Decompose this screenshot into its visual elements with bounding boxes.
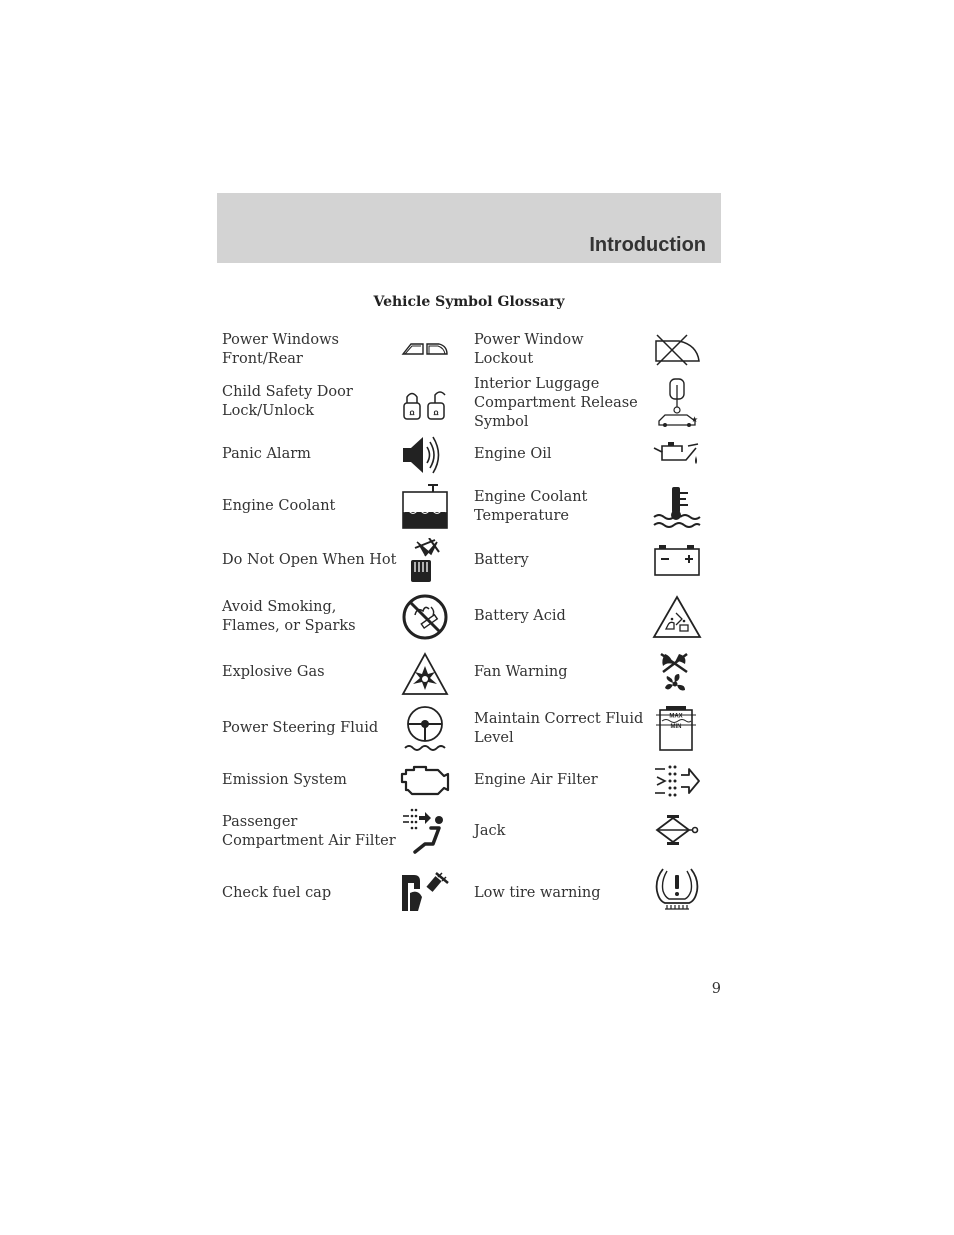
symbol-label: Explosive Gas bbox=[222, 664, 325, 680]
glossary-row bbox=[217, 806, 721, 856]
fuel-cap-icon bbox=[400, 870, 450, 916]
glossary-row bbox=[217, 650, 721, 696]
page-number: 9 bbox=[711, 981, 721, 997]
svg-text:ꭥ: ꭥ bbox=[409, 408, 415, 417]
symbol-label: Power Window Lockout bbox=[474, 332, 584, 367]
svg-text:ꭥ: ꭥ bbox=[433, 408, 439, 417]
symbol-label: Power Steering Fluid bbox=[222, 720, 379, 736]
steering-wheel-icon bbox=[400, 704, 450, 754]
symbol-label: Engine Coolant Temperature bbox=[474, 489, 588, 524]
battery-acid-icon bbox=[652, 594, 702, 640]
explosive-gas-icon bbox=[400, 652, 450, 696]
window-lockout-icon bbox=[652, 330, 702, 370]
jack-icon bbox=[652, 812, 702, 848]
engine-icon bbox=[400, 762, 450, 800]
glossary-row bbox=[217, 484, 721, 530]
symbol-label: Power Windows Front/Rear bbox=[222, 332, 339, 367]
max-label: MAX bbox=[669, 713, 683, 720]
glossary-row bbox=[217, 375, 721, 433]
symbol-label: Avoid Smoking, Flames, or Sparks bbox=[222, 599, 356, 634]
header-band bbox=[217, 193, 721, 263]
symbol-label: Battery bbox=[474, 552, 529, 568]
section-title: Introduction bbox=[589, 234, 706, 256]
symbol-label: Panic Alarm bbox=[222, 446, 311, 462]
symbol-label: Jack bbox=[474, 823, 506, 839]
symbol-label: Engine Air Filter bbox=[474, 772, 598, 788]
cabin-filter-icon bbox=[400, 806, 450, 856]
speaker-icon bbox=[400, 434, 450, 476]
symbol-label: Maintain Correct Fluid Level bbox=[474, 711, 644, 746]
symbol-label: Fan Warning bbox=[474, 664, 568, 680]
no-smoking-icon bbox=[400, 592, 450, 642]
symbol-label: Check fuel cap bbox=[222, 885, 332, 901]
symbol-label: Do Not Open When Hot bbox=[222, 552, 397, 568]
hot-cap-icon bbox=[400, 538, 450, 584]
symbol-label: Engine Coolant bbox=[222, 498, 336, 514]
glossary-row bbox=[217, 434, 721, 476]
luggage-release-icon bbox=[652, 375, 702, 430]
coolant-reservoir-icon bbox=[400, 484, 450, 530]
symbol-label: Emission System bbox=[222, 772, 347, 788]
fluid-level-icon bbox=[652, 704, 702, 754]
oil-can-icon bbox=[652, 434, 702, 476]
min-label: MIN bbox=[670, 724, 682, 730]
svg-text:★: ★ bbox=[691, 414, 699, 424]
glossary-row bbox=[217, 592, 721, 642]
glossary-heading: Vehicle Symbol Glossary bbox=[373, 294, 565, 310]
air-filter-icon bbox=[652, 762, 702, 800]
glossary-row bbox=[217, 704, 721, 754]
tire-pressure-icon bbox=[652, 862, 702, 912]
symbol-label: Battery Acid bbox=[474, 608, 566, 624]
symbol-label: Child Safety Door Lock/Unlock bbox=[222, 384, 353, 419]
fan-warning-icon bbox=[652, 650, 702, 696]
power-windows-icon bbox=[400, 330, 450, 370]
symbol-label: Interior Luggage Compartment Release Symbol bbox=[474, 376, 638, 430]
symbol-label: Passenger Compartment Air Filter bbox=[222, 814, 396, 849]
battery-icon bbox=[652, 542, 702, 578]
glossary-row bbox=[217, 330, 721, 370]
coolant-temp-icon bbox=[652, 484, 702, 530]
glossary-row bbox=[217, 762, 721, 800]
glossary-row bbox=[217, 862, 721, 912]
symbol-label: Low tire warning bbox=[474, 885, 601, 901]
child-lock-icon bbox=[400, 385, 450, 425]
glossary-row bbox=[217, 538, 721, 584]
symbol-label: Engine Oil bbox=[474, 446, 552, 462]
